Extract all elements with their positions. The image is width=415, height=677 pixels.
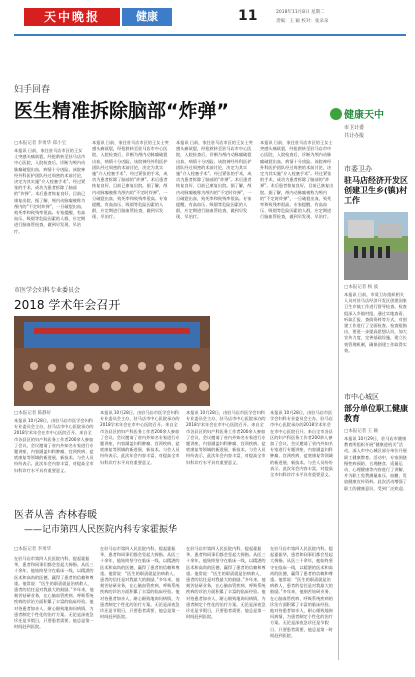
a4-title: 驻马店经济开发区创建卫生乡(镇)村工作 (344, 176, 408, 205)
sidebar-logo-subtitle: 市卫计委 (344, 125, 365, 131)
section-name (122, 8, 172, 26)
a5-body: 本报讯 10月29日，驻马店市健康教育所组织开展“健康进机关”活动，深入市中心城区部分单位开展职工健康教育。活动中，专家围绕慢性病预防、合理膳食、适量运动、心理健康等内容进行了讲解，并为职工免费测量血压、血糖，发放健康宣传资料。此次活动增强了职工的健康意识，受到广泛欢迎。 (344, 436, 407, 491)
a4-byline: □本报记者 杨 波 (344, 285, 379, 290)
a5-title: 部分单位职工健康教育 (344, 404, 408, 423)
sidebar-logo-subtitle2: 共计办报 (344, 133, 365, 139)
a5-kicker: 市中心城区 (344, 393, 379, 401)
a1-kicker: 妇手回春 (14, 85, 51, 95)
page-number: 11 (238, 8, 258, 24)
a2-photo (14, 316, 210, 406)
a2-title: 2018 学术年会召开 (14, 298, 121, 312)
a2-body-col4: 本报讯 10月28日，由驻马店市医学会妇科专业委员会主办，驻马店市中心医院承办的2018学术年会在市中心医院召开。来自全市各县区的妇产科医务工作者200余人参加了会议。会议邀请了省内外知名专家进行专题讲座，内容涵盖妇科肿瘤、宫颈疾病、盆底康复等领域的新进展、新技术。与会人员纷纷表示，此次年会内容丰富，对提高全市妇科诊疗水平具有重要意义。 (270, 410, 333, 478)
a3-body-col2: 在驻马店市第四人民医院内科，提起霍振华，患者和同事们都会竖起大拇指。从医三十余年，他始终坚守在临床一线，以精湛的医术和高尚的医德，赢得了患者的信赖和尊重。他常说：“医生的职责就是治病救人，患者的信任是对我最大的鼓励。”多年来，他刻苦钻研业务，在心脑血管疾病、呼吸系统疾病的诊治方面积累了丰富的临床经验。他对待患者如亲人，耐心细致地询问病情，为患者制定个性化的治疗方案。无论是深夜急诊还是节假日，只要患者需要，他总是第一时间赶到医院。 (100, 546, 180, 620)
sidebar-logo-title: 健康天中 (344, 110, 384, 121)
a2-body-col3: 本报讯 10月28日，由驻马店市医学会妇科专业委员会主办，驻马店市中心医院承办的2018学术年会在市中心医院召开。来自全市各县区的妇产科医务工作者200余人参加了会议。会议邀请了省内外知名专家进行专题讲座，内容涵盖妇科肿瘤、宫颈疾病、盆底康复等领域的新进展、新技术。与会人员纷纷表示，此次年会内容丰富，对提高全市妇科诊疗水平具有重要意义。 (186, 410, 266, 465)
a1-body-col4: 本报讯 日前，家住驻马店市区的王女士突感头痛欲裂，经抢救转至驻马店市中心医院，入院检查后，诊断为颅内动脉瘤破裂出血，病情十分凶险。该院神经外科医护团队经过周密的术前讨论，决定为其实施“介入栓塞手术”。经过紧张的手术，成功为患者拆除了脑部的“炸弹”。术后患者恢复良好，目前已康复出院。据了解，颅内动脉瘤被称为颅内的“不定时炸弹”，一旦破裂出血，致死率和致残率很高。专家提醒，有高血压、吸烟等危险因素的人群，应定期进行脑血管检查，做到早发现、早治疗。 (260, 140, 334, 220)
a1-body-col1: 本报讯 日前，家住驻马店市区的王女士突感头痛欲裂，经抢救转至驻马店市中心医院，入院检查后，诊断为颅内动脉瘤破裂出血，病情十分凶险。该院神经外科医护团队经过周密的术前讨论，决定为其实施“介入栓塞手术”。经过紧张的手术，成功为患者拆除了脑部的“炸弹”。术后患者恢复良好，目前已康复出院。据了解，颅内动脉瘤被称为颅内的“不定时炸弹”，一旦破裂出血，致死率和致残率很高。专家提醒，有高血压、吸烟等危险因素的人群，应定期进行脑血管检查，做到早发现、早治疗。 (14, 148, 86, 234)
newspaper-logo: 天中晚报 (24, 8, 120, 26)
conference-photo (14, 316, 210, 406)
a3-body-col4: 在驻马店市第四人民医院内科，提起霍振华，患者和同事们都会竖起大拇指。从医三十余年，他始终坚守在临床一线，以精湛的医术和高尚的医德，赢得了患者的信赖和尊重。他常说：“医生的职责就是治病救人，患者的信任是对我最大的鼓励。”多年来，他刻苦钻研业务，在心脑血管疾病、呼吸系统疾病的诊治方面积累了丰富的临床经验。他对待患者如亲人，耐心细致地询问病情，为患者制定个性化的治疗方案。无论是深夜急诊还是节假日，只要患者需要，他总是第一时间赶到医院。 (270, 546, 333, 638)
a5-byline: □本报记者 王 颖 (344, 429, 379, 434)
a1-byline: □本报记者 李勇华 郑小宝 (14, 141, 67, 146)
sidebar-logo-mark (330, 108, 342, 120)
a3-kicker: 医者从善 杏林春暖 (14, 510, 98, 521)
a4-body: 本报讯 日前，市爱卫办组织相关人员对驻马店经济开发区创建国家卫生乡镇工作进行督导检查。检查组深入乡镇村组，通过实地查看、听取汇报、查阅资料等方式，对创建工作进行了全面检查。检查组指出，要进一步提高思想认识，加大宣传力度，完善基础设施，建立长效管理机制，确保创建工作取得实效。 (344, 292, 407, 353)
a2-byline: □本报记者 陈静好 (14, 411, 52, 416)
a3-body-col1: 在驻马店市第四人民医院内科，提起霍振华，患者和同事们都会竖起大拇指。从医三十余年，他始终坚守在临床一线，以精湛的医术和高尚的医德，赢得了患者的信赖和尊重。他常说：“医生的职责就是治病救人，患者的信任是对我最大的鼓励。”多年来，他刻苦钻研业务，在心脑血管疾病、呼吸系统疾病的诊治方面积累了丰富的临床经验。他对待患者如亲人，耐心细致地询问病情，为患者制定个性化的治疗方案。无论是深夜急诊还是节假日，只要患者需要，他总是第一时间赶到医院。 (14, 556, 94, 630)
a2-body-col2: 本报讯 10月28日，由驻马店市医学会妇科专业委员会主办，驻马店市中心医院承办的2018学术年会在市中心医院召开。来自全市各县区的妇产科医务工作者200余人参加了会议。会议邀请了省内外知名专家进行专题讲座，内容涵盖妇科肿瘤、宫颈疾病、盆底康复等领域的新进展、新技术。与会人员纷纷表示，此次年会内容丰富，对提高全市妇科诊疗水平具有重要意义。 (100, 410, 180, 465)
a3-title: ——记市第四人民医院内科专家霍振华 (24, 525, 178, 535)
a3-body-col3: 在驻马店市第四人民医院内科，提起霍振华，患者和同事们都会竖起大拇指。从医三十余年，他始终坚守在临床一线，以精湛的医术和高尚的医德，赢得了患者的信赖和尊重。他常说：“医生的职责就是治病救人，患者的信任是对我最大的鼓励。”多年来，他刻苦钻研业务，在心脑血管疾病、呼吸系统疾病的诊治方面积累了丰富的临床经验。他对待患者如亲人，耐心细致地询问病情，为患者制定个性化的治疗方案。无论是深夜急诊还是节假日，只要患者需要，他总是第一时间赶到医院。 (186, 546, 266, 620)
a1-body-col3: 本报讯 日前，家住驻马店市区的王女士突感头痛欲裂，经抢救转至驻马店市中心医院，入院检查后，诊断为颅内动脉瘤破裂出血，病情十分凶险。该院神经外科医护团队经过周密的术前讨论，决定为其实施“介入栓塞手术”。经过紧张的手术，成功为患者拆除了脑部的“炸弹”。术后患者恢复良好，目前已康复出院。据了解，颅内动脉瘤被称为颅内的“不定时炸弹”，一旦破裂出血，致死率和致残率很高。专家提醒，有高血压、吸烟等危险因素的人群，应定期进行脑血管检查，做到早发现、早治疗。 (176, 140, 253, 220)
masthead-rule (14, 34, 406, 36)
inspection-photo (344, 212, 408, 280)
editor-line: 责编：王 颖 校对：张朵朵 (276, 19, 329, 24)
a2-body-col1: 本报讯 10月28日，由驻马店市医学会妇科专业委员会主办，驻马店市中心医院承办的2018学术年会在市中心医院召开。来自全市各县区的妇产科医务工作者200余人参加了会议。会议邀请了省内外知名专家进行专题讲座，内容涵盖妇科肿瘤、宫颈疾病、盆底康复等领域的新进展、新技术。与会人员纷纷表示，此次年会内容丰富，对提高全市妇科诊疗水平具有重要意义。 (14, 418, 94, 473)
sidebar-logo (330, 106, 392, 158)
section-name-text: 健康 (136, 10, 158, 23)
a4-kicker: 市委卫办 (344, 165, 372, 173)
date-line: 2018年11月8日 星期二 (276, 10, 325, 15)
a2-kicker: 市医学会妇科专业委员会 (14, 287, 81, 294)
a3-byline: □本报记者 李勇华 (14, 547, 52, 552)
a4-photo (344, 212, 408, 280)
a1-body-col2: 本报讯 日前，家住驻马店市区的王女士突感头痛欲裂，经抢救转至驻马店市中心医院，入院检查后，诊断为颅内动脉瘤破裂出血，病情十分凶险。该院神经外科医护团队经过周密的术前讨论，决定为其实施“介入栓塞手术”。经过紧张的手术，成功为患者拆除了脑部的“炸弹”。术后患者恢复良好，目前已康复出院。据了解，颅内动脉瘤被称为颅内的“不定时炸弹”，一旦破裂出血，致死率和致残率很高。专家提醒，有高血压、吸烟等危险因素的人群，应定期进行脑血管检查，做到早发现、早治疗。 (92, 140, 169, 220)
a1-title: 医生精准拆除脑部“炸弹” (14, 100, 229, 122)
column-divider (338, 160, 339, 660)
